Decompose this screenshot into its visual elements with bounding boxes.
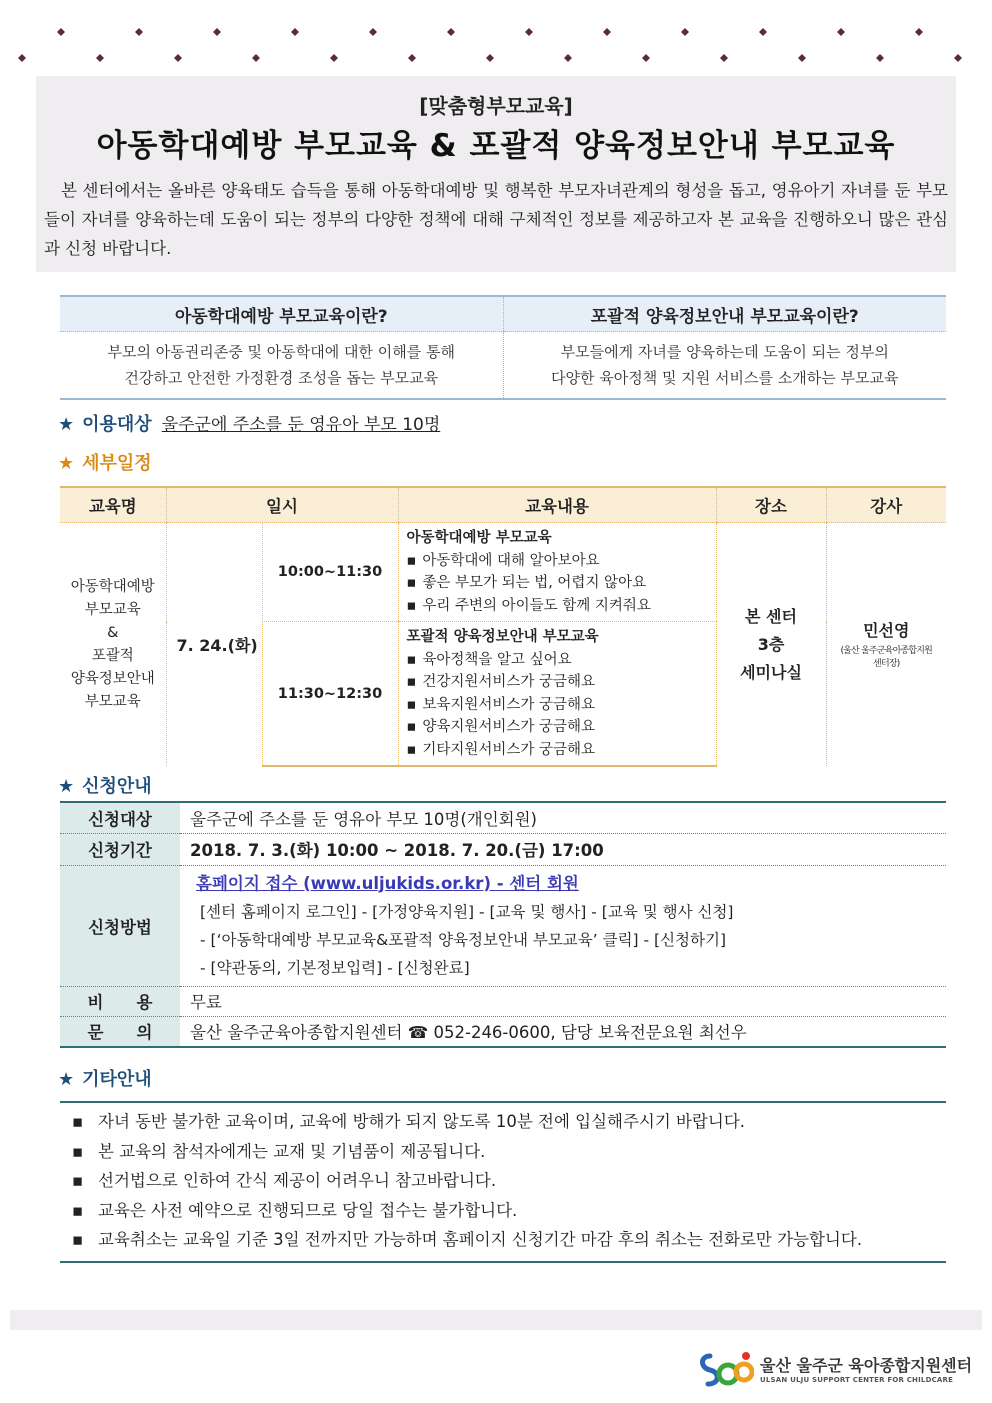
homepage-link[interactable]: 홈페이지 접수 (www.uljukids.or.kr) - 센터 회원 [196, 873, 579, 893]
course-name-cell: 아동학대예방 부모교육 & 포괄적 양육정보안내 부모교육 [70, 578, 155, 710]
apply-target-label: 신청대상 [60, 802, 180, 833]
schedule-header-place: 장소 [716, 487, 826, 523]
schedule-header-lecturer: 강사 [826, 487, 946, 523]
section-etc [58, 1065, 152, 1091]
intro-paragraph: 본 센터에서는 올바른 양육태도 습득을 통해 아동학대예방 및 행복한 부모자녀관계의 형성을 돕고, 영유아기 자녀를 둔 부모들이 자녀를 양육하는데 도움이 되는 정부의 다양한 정책에 대해 구체적인 정보를 제공하고자 본 교육을 진행하오니 많은 관심과 신청 바랍니다. [44, 181, 948, 258]
definition-table [60, 295, 946, 400]
apply-fee-value: 무료 [180, 986, 946, 1016]
list-item: ▪ 육아정책을 알고 싶어요 [407, 649, 708, 672]
schedule-place: 본 센터 3층 세미나실 [716, 523, 826, 767]
schedule-table [60, 486, 946, 767]
org-eng-name: ULSAN ULJU SUPPORT CENTER FOR CHILDCARE [760, 1376, 954, 1384]
schedule-header-course: 교육명 [60, 487, 166, 523]
star-icon: ★ [58, 414, 75, 435]
list-item: ▪ 건강지원서비스가 궁금해요 [407, 671, 708, 694]
apply-period-label: 신청기간 [60, 833, 180, 865]
definition-title-abuse: 아동학대예방 부모교육이란? [60, 296, 503, 332]
list-item: ▪ 본 교육의 참석자에게는 교재 및 기념품이 제공됩니다. [60, 1137, 946, 1167]
section-apply [58, 772, 152, 798]
list-item: ▪ 좋은 부모가 되는 법, 어렵지 않아요 [407, 572, 708, 595]
section-target-label: 이용대상 [82, 414, 152, 435]
apply-method-value: 홈페이지 접수 (www.uljukids.or.kr) - 센터 회원 [센터 홈페이지 로그인] - [가정양육지원] - [교육 및 행사] - [교육 및 행사 신청] - [‘아동학대예방 부모교육&포괄적 양육정보안내 부모교육’ 클릭] - [신청하기] - [약관동의, 기본정보입력] - [신청완료] [180, 865, 946, 986]
section-schedule [58, 449, 152, 475]
decorative-dot-border [0, 22, 992, 66]
section-etc-label: 기타안내 [82, 1069, 152, 1090]
apply-contact-label: 문 의 [60, 1016, 180, 1047]
schedule-header-datetime: 일시 [166, 487, 398, 523]
schedule-date: 7. 24.(화) [166, 523, 262, 767]
main-title: 아동학대예방 부모교육 & 포괄적 양육정보안내 부모교육 [96, 128, 896, 164]
apply-table [60, 801, 946, 1048]
target-value: 울주군에 주소를 둔 영유아 부모 10명 [161, 415, 441, 435]
list-item: ▪ 자녀 동반 불가한 교육이며, 교육에 방해가 되지 않도록 10분 전에 입실해주시기 바랍니다. [60, 1107, 946, 1137]
center-logo [696, 1350, 976, 1390]
definition-desc-abuse: 부모의 아동권리존중 및 아동학대에 대한 이해를 통해 건강하고 안전한 가정환경 조성을 돕는 부모교육 [60, 332, 503, 400]
logo-icon [696, 1350, 754, 1390]
etc-list [60, 1101, 946, 1263]
apply-method-label: 신청방법 [60, 865, 180, 986]
list-item: ▪ 아동학대에 대해 알아보아요 [407, 550, 708, 573]
content-block-1: 아동학대예방 부모교육 ▪ 아동학대에 대해 알아보아요 ▪ 좋은 부모가 되는 법, 어렵지 않아요 ▪ 우리 주변의 아이들도 함께 지켜줘요 [398, 523, 716, 622]
apply-period-value: 2018. 7. 3.(화) 10:00 ~ 2018. 7. 20.(금) 17:00 [180, 833, 946, 865]
schedule-header-content: 교육내용 [398, 487, 716, 523]
list-item: ▪ 기타지원서비스가 궁금해요 [407, 739, 708, 762]
star-icon: ★ [58, 453, 75, 474]
section-target [58, 410, 440, 436]
section-schedule-label: 세부일정 [82, 453, 152, 474]
content-block-2: 포괄적 양육정보안내 부모교육 ▪ 육아정책을 알고 싶어요 ▪ 건강지원서비스가 궁금해요 ▪ 보육지원서비스가 궁금해요 ▪ 양육지원서비스가 궁금해요 ▪ 기타지원서비스가 궁금해요 [398, 622, 716, 767]
star-icon: ★ [58, 1069, 75, 1090]
list-item: ▪ 교육은 사전 예약으로 진행되므로 당일 접수는 불가합니다. [60, 1196, 946, 1226]
schedule-lecturer: 민선영 (울산 울주군육아종합지원센터장) [826, 523, 946, 767]
list-item: ▪ 우리 주변의 아이들도 함께 지켜줘요 [407, 595, 708, 618]
definition-desc-info: 부모들에게 자녀를 양육하는데 도움이 되는 정부의 다양한 육아정책 및 지원 서비스를 소개하는 부모교육 [503, 332, 946, 400]
star-icon: ★ [58, 776, 75, 797]
schedule-time-1: 10:00~11:30 [262, 523, 398, 622]
definition-title-info: 포괄적 양육정보안내 부모교육이란? [503, 296, 946, 332]
sub-title: [맞춤형부모교육] [419, 94, 573, 118]
apply-fee-label: 비 용 [60, 986, 180, 1016]
org-name: 울산 울주군 육아종합지원센터 [760, 1356, 973, 1375]
list-item: ▪ 선거법으로 인하여 간식 제공이 어려우니 참고바랍니다. [60, 1166, 946, 1196]
header-section [36, 76, 956, 272]
schedule-time-2: 11:30~12:30 [262, 622, 398, 767]
apply-target-value: 울주군에 주소를 둔 영유아 부모 10명(개인회원) [180, 802, 946, 833]
section-apply-label: 신청안내 [82, 776, 152, 797]
list-item: ▪ 양육지원서비스가 궁금해요 [407, 716, 708, 739]
list-item: ▪ 보육지원서비스가 궁금해요 [407, 694, 708, 717]
footer-bar [10, 1310, 982, 1330]
apply-contact-value: 울산 울주군육아종합지원센터 ☎ 052-246-0600, 담당 보육전문요원 최선우 [180, 1016, 946, 1047]
list-item: ▪ 교육취소는 교육일 기준 3일 전까지만 가능하며 홈페이지 신청기간 마감 후의 취소는 전화로만 가능합니다. [60, 1225, 946, 1255]
